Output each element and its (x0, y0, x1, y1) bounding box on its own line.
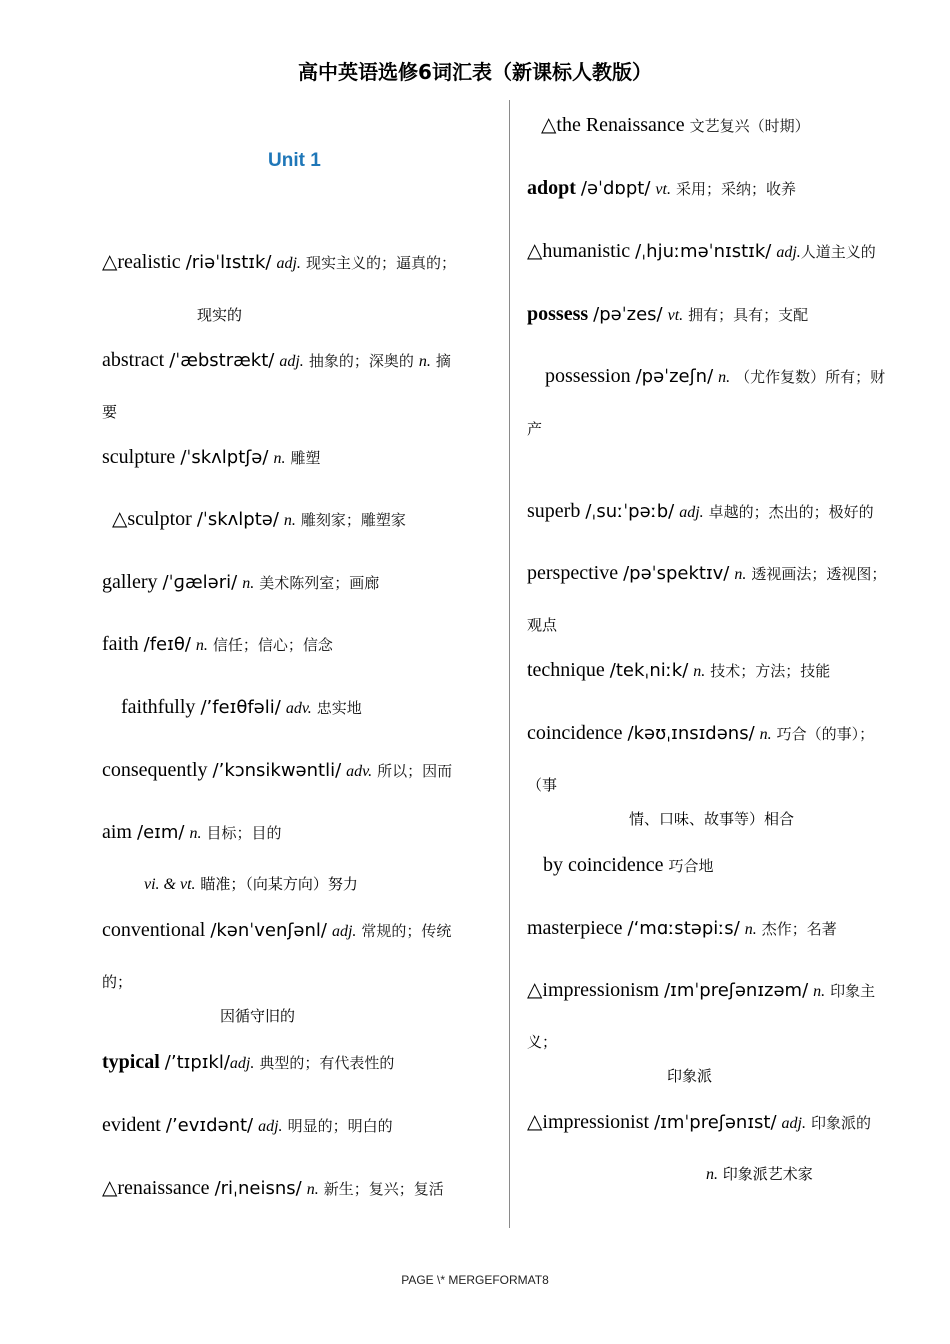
definition: 美术陈列室；画廊 (259, 574, 380, 592)
phonetic: /riəˈlɪstɪk/ (185, 252, 272, 273)
phonetic: /ɪmˈpreʃənɪst/ (654, 1112, 777, 1133)
headword: △impressionism (527, 979, 660, 1001)
definition-continuation: 现实的 (197, 306, 243, 324)
vocab-entry (527, 721, 874, 747)
headword: △the Renaissance (541, 114, 685, 136)
phonetic: /’evɪdənt/ (165, 1115, 254, 1136)
column-divider (509, 100, 510, 1228)
headword: △sculptor (112, 508, 192, 530)
part-of-speech: n. (418, 353, 431, 370)
vocab-entry (102, 250, 456, 276)
part-of-speech: adj. (331, 923, 357, 940)
headword: possess (527, 303, 589, 325)
part-of-speech: n. (242, 575, 255, 592)
part-of-speech: n. (283, 512, 296, 529)
definition: 雕塑 (290, 449, 321, 467)
definition-continuation: 情、口味、故事等）相合 (629, 810, 795, 828)
part-of-speech: n. (693, 663, 706, 680)
vocab-entry (527, 658, 830, 684)
definition-continuation: 要 (102, 403, 118, 421)
phonetic: /tekˌniːk/ (609, 660, 689, 681)
part-of-speech: n. (734, 566, 747, 583)
part-of-speech: vi. & vt. (144, 876, 196, 893)
part-of-speech: n. (744, 921, 757, 938)
vocab-entry (543, 853, 714, 878)
vocab-entry (527, 499, 874, 525)
headword: conventional (102, 919, 206, 941)
phonetic: /’feɪθfəli/ (200, 697, 281, 718)
definition-continuation (144, 873, 358, 894)
part-of-speech: vt. (667, 307, 684, 324)
phonetic: /ˈskʌlptʃə/ (180, 447, 269, 468)
definition: 摘 (435, 352, 451, 370)
vocab-entry (102, 1113, 393, 1139)
definition: 杰作；名著 (761, 920, 837, 938)
phonetic: /’tɪpɪkl/ (164, 1052, 230, 1073)
definition-continuation: 义； (527, 1033, 558, 1051)
vocab-entry (541, 113, 810, 138)
part-of-speech: n. (718, 369, 731, 386)
part-of-speech: adj. (776, 244, 801, 261)
part-of-speech: adj. (781, 1115, 806, 1132)
phonetic: /‘mɑːstəpiːs/ (627, 918, 740, 939)
phonetic: /ˈɡæləri/ (162, 572, 238, 593)
definition: 瞄准；（向某方向）努力 (200, 875, 358, 893)
headword: gallery (102, 571, 158, 593)
vocab-entry (102, 918, 451, 944)
vocab-entry (112, 507, 406, 533)
part-of-speech: adj. (679, 504, 704, 521)
headword: superb (527, 500, 581, 522)
headword: technique (527, 659, 605, 681)
vocab-entry (102, 1176, 444, 1202)
definition: 人道主义的 (800, 243, 876, 261)
phonetic: /pəˈzes/ (593, 304, 663, 325)
definition-continuation: 产 (527, 420, 543, 438)
page-footer: PAGE \* MERGEFORMAT8 (401, 1273, 549, 1287)
part-of-speech: adj. (258, 1118, 283, 1135)
vocab-entry (102, 570, 379, 596)
headword: △realistic (102, 251, 181, 273)
vocab-entry (527, 1110, 871, 1136)
definition: 技术；方法；技能 (710, 662, 831, 680)
part-of-speech: adj. (279, 353, 304, 370)
headword: perspective (527, 562, 619, 584)
definition: 卓越的；杰出的；极好的 (708, 503, 874, 521)
headword: adopt (527, 177, 576, 199)
definition: 目标；目的 (206, 824, 282, 842)
definition: 常规的；传统 (361, 922, 452, 940)
vocab-entry (102, 758, 452, 784)
phonetic: /kəʊˌɪnsɪdəns/ (627, 723, 755, 744)
headword: by coincidence (543, 854, 664, 876)
part-of-speech: adv. (346, 763, 373, 780)
phonetic: /pəˈzeʃn/ (635, 366, 714, 387)
part-of-speech: n. (759, 726, 772, 743)
definition: 文艺复兴（时期） (689, 117, 810, 135)
headword: △impressionist (527, 1111, 650, 1133)
vocab-entry (121, 695, 362, 721)
vocab-entry (527, 239, 876, 265)
phonetic: /feɪθ/ (143, 634, 191, 655)
vocab-entry (102, 348, 451, 374)
headword: faithfully (121, 696, 196, 718)
headword: typical (102, 1051, 160, 1073)
vocab-entry (527, 916, 837, 942)
part-of-speech: n. (189, 825, 202, 842)
definition-continuation: 的； (102, 973, 133, 991)
definition-continuation: 印象派 (667, 1067, 713, 1085)
definition: 所以；因而 (377, 762, 453, 780)
headword: masterpiece (527, 917, 623, 939)
part-of-speech: n. (813, 983, 826, 1000)
phonetic: /’kɔnsikwəntli/ (212, 760, 342, 781)
vocab-entry (102, 1050, 394, 1076)
headword: faith (102, 633, 139, 655)
definition: 透视画法；透视图； (751, 565, 887, 583)
vocab-entry (527, 302, 808, 328)
part-of-speech: adj. (276, 255, 301, 272)
headword: evident (102, 1114, 161, 1136)
definition: 拥有；具有；支配 (688, 306, 809, 324)
definition: 抽象的；深奥的 (308, 352, 414, 370)
definition: 信任；信心；信念 (212, 636, 333, 654)
part-of-speech: vt. (655, 181, 671, 198)
phonetic: /əˈdɒpt/ (580, 178, 651, 199)
phonetic: /ˌhjuːməˈnɪstɪk/ (635, 241, 772, 262)
definition-continuation: 观点 (527, 616, 558, 634)
part-of-speech: n. (273, 450, 286, 467)
headword: coincidence (527, 722, 623, 744)
phonetic: /ˈskʌlptə/ (196, 509, 279, 530)
definition-continuation: 因循守旧的 (220, 1007, 296, 1025)
headword: possession (545, 365, 631, 387)
headword: △humanistic (527, 240, 631, 262)
vocab-entry (545, 364, 885, 390)
definition-continuation: （事 (527, 776, 558, 794)
headword: sculpture (102, 446, 176, 468)
definition: 巧合地 (668, 857, 714, 875)
vocab-entry (527, 978, 875, 1004)
vocab-entry (102, 445, 320, 471)
headword: △renaissance (102, 1177, 210, 1199)
unit-heading: Unit 1 (268, 150, 321, 171)
part-of-speech: n. (706, 1166, 718, 1183)
phonetic: /eɪm/ (137, 822, 185, 843)
page-title: 高中英语选修6词汇表（新课标人教版） (298, 60, 652, 84)
definition: 典型的；有代表性的 (259, 1054, 395, 1072)
vocab-entry (102, 820, 281, 846)
part-of-speech: adv. (285, 700, 312, 717)
phonetic: /ˌsuːˈpəːb/ (585, 501, 675, 522)
part-of-speech: n. (195, 637, 208, 654)
phonetic: /ˈæbstrækt/ (169, 350, 275, 371)
definition: 印象派艺术家 (722, 1165, 813, 1183)
definition: 忠实地 (316, 699, 362, 717)
part-of-speech: adj. (229, 1055, 255, 1072)
definition: 巧合（的事）； (776, 725, 875, 743)
phonetic: /riˌneisns/ (214, 1178, 302, 1199)
definition: 印象主 (830, 982, 876, 1000)
headword: abstract (102, 349, 165, 371)
definition: （尤作复数）所有；财 (735, 368, 886, 386)
definition: 新生；复兴；复活 (323, 1180, 444, 1198)
vocab-entry (527, 561, 886, 587)
definition: 明显的；明白的 (287, 1117, 393, 1135)
definition-continuation (706, 1163, 813, 1184)
phonetic: /kənˈvenʃənl/ (210, 920, 327, 941)
definition: 现实主义的；逼真的； (305, 254, 456, 272)
phonetic: /ɪmˈpreʃənɪzəm/ (664, 980, 809, 1001)
phonetic: /pəˈspektɪv/ (623, 563, 730, 584)
headword: aim (102, 821, 132, 843)
vocab-entry (527, 176, 796, 202)
definition: 印象派的 (810, 1114, 871, 1132)
part-of-speech: n. (306, 1181, 319, 1198)
vocab-entry (102, 632, 333, 658)
headword: consequently (102, 759, 208, 781)
definition: 采用；采纳；收养 (675, 180, 796, 198)
definition: 雕刻家；雕塑家 (300, 511, 406, 529)
